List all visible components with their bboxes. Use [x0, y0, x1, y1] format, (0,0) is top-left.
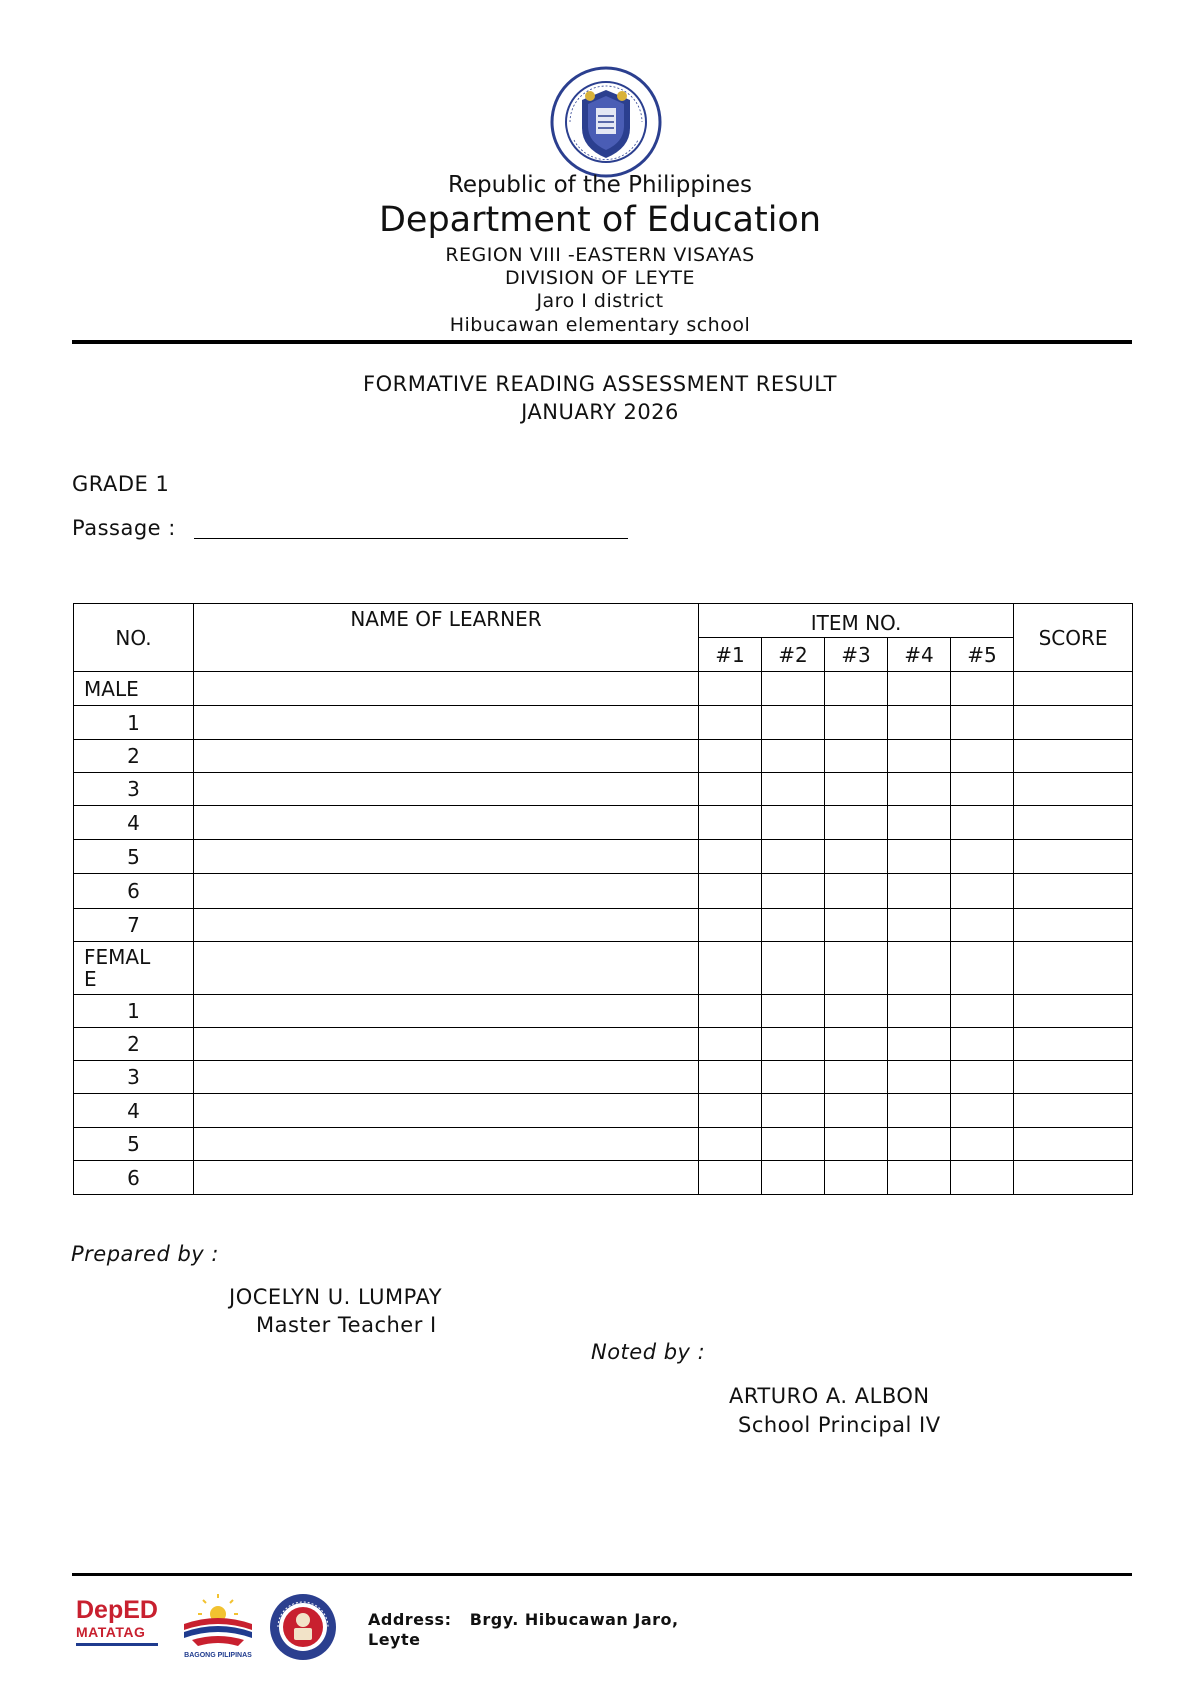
header-name-of-learner: NAME OF LEARNER [194, 604, 699, 672]
table-row [74, 1061, 1133, 1094]
prepared-by-label: Prepared by : [71, 1242, 219, 1266]
item-cell[interactable] [888, 942, 951, 995]
header-item-1: #1 [699, 638, 762, 672]
header-no: NO. [74, 604, 194, 672]
item-cell[interactable] [699, 1061, 762, 1094]
passage-blank[interactable] [194, 538, 628, 539]
item-cell[interactable] [699, 1094, 762, 1128]
score-cell[interactable] [1014, 995, 1133, 1028]
department-title: Department of Education [378, 200, 822, 240]
item-cell[interactable] [699, 773, 762, 806]
score-cell[interactable] [1014, 806, 1133, 840]
score-cell[interactable] [1014, 874, 1133, 909]
row-number: 3 [74, 1061, 194, 1094]
item-cell[interactable] [762, 773, 825, 806]
item-cell[interactable] [951, 1028, 1014, 1061]
item-cell[interactable] [762, 909, 825, 942]
deped-logo-text: DepED [76, 1596, 158, 1624]
item-cell[interactable] [825, 672, 888, 706]
logo-underline [76, 1643, 158, 1646]
table-row [74, 1028, 1133, 1061]
item-cell[interactable] [888, 773, 951, 806]
item-cell[interactable] [762, 840, 825, 874]
item-cell[interactable] [888, 806, 951, 840]
item-cell[interactable] [951, 740, 1014, 773]
deped-matatag-logo [76, 1597, 168, 1657]
item-cell[interactable] [825, 1128, 888, 1161]
score-cell[interactable] [1014, 840, 1133, 874]
female-label [74, 942, 194, 995]
item-cell[interactable] [888, 1128, 951, 1161]
name-cell[interactable] [194, 1161, 699, 1195]
row-number: 6 [74, 1161, 194, 1195]
header-item-4: #4 [888, 638, 951, 672]
item-cell[interactable] [762, 1094, 825, 1128]
header-divider [72, 340, 1132, 344]
item-cell[interactable] [888, 706, 951, 740]
item-cell[interactable] [888, 840, 951, 874]
division-line: DIVISION OF LEYTE [505, 267, 695, 289]
score-cell[interactable] [1014, 1094, 1133, 1128]
name-cell[interactable] [194, 1061, 699, 1094]
prepared-by-title: Master Teacher I [256, 1313, 437, 1337]
row-number: 5 [74, 1128, 194, 1161]
female-group-row [74, 942, 1133, 995]
address-block [368, 1610, 679, 1650]
item-cell[interactable] [825, 1028, 888, 1061]
header-item-3: #3 [825, 638, 888, 672]
item-cell[interactable] [825, 806, 888, 840]
noted-by-name: ARTURO A. ALBON [729, 1384, 930, 1408]
item-cell[interactable] [699, 1028, 762, 1061]
item-cell[interactable] [825, 909, 888, 942]
item-cell[interactable] [951, 840, 1014, 874]
row-number: 4 [74, 1094, 194, 1128]
item-cell[interactable] [888, 1061, 951, 1094]
item-cell[interactable] [888, 672, 951, 706]
item-cell[interactable] [825, 706, 888, 740]
item-cell[interactable] [951, 672, 1014, 706]
table-row [74, 1161, 1133, 1195]
table-row [74, 874, 1133, 909]
name-cell[interactable] [194, 942, 699, 995]
score-cell[interactable] [1014, 1128, 1133, 1161]
address-value: Brgy. Hibucawan Jaro, [469, 1610, 679, 1629]
score-cell[interactable] [1014, 1161, 1133, 1195]
address-line-1 [368, 1610, 679, 1630]
item-cell[interactable] [825, 740, 888, 773]
item-cell[interactable] [762, 1061, 825, 1094]
item-cell[interactable] [951, 706, 1014, 740]
item-cell[interactable] [699, 806, 762, 840]
item-cell[interactable] [699, 1128, 762, 1161]
table-row [74, 909, 1133, 942]
row-number: 1 [74, 995, 194, 1028]
item-cell[interactable] [951, 1161, 1014, 1195]
score-cell[interactable] [1014, 942, 1133, 995]
item-cell[interactable] [699, 740, 762, 773]
item-cell[interactable] [762, 806, 825, 840]
region-line: REGION VIII -EASTERN VISAYAS [445, 244, 755, 266]
name-cell[interactable] [194, 773, 699, 806]
header-item-no: ITEM NO. [699, 604, 1014, 638]
item-cell[interactable] [951, 1094, 1014, 1128]
item-cell[interactable] [762, 672, 825, 706]
female-label-line2: E [84, 967, 97, 991]
noted-by-label: Noted by : [591, 1340, 706, 1364]
prepared-by-name: JOCELYN U. LUMPAY [229, 1285, 443, 1309]
item-cell[interactable] [888, 740, 951, 773]
name-cell[interactable] [194, 672, 699, 706]
noted-by-title: School Principal IV [738, 1413, 941, 1437]
row-number: 2 [74, 740, 194, 773]
table-row [74, 1128, 1133, 1161]
item-cell[interactable] [951, 1128, 1014, 1161]
name-cell[interactable] [194, 995, 699, 1028]
address-label: Address: [368, 1610, 452, 1629]
item-cell[interactable] [825, 1094, 888, 1128]
score-cell[interactable] [1014, 909, 1133, 942]
item-cell[interactable] [951, 806, 1014, 840]
bagong-pilipinas-logo [178, 1594, 258, 1660]
name-cell[interactable] [194, 1128, 699, 1161]
item-cell[interactable] [825, 1161, 888, 1195]
table-row [74, 706, 1133, 740]
item-cell[interactable] [762, 706, 825, 740]
item-cell[interactable] [825, 995, 888, 1028]
document-title: FORMATIVE READING ASSESSMENT RESULT [363, 372, 837, 396]
row-number: 4 [74, 806, 194, 840]
male-label: MALE [74, 672, 194, 706]
header-item-2: #2 [762, 638, 825, 672]
table-row [74, 995, 1133, 1028]
item-cell[interactable] [888, 1028, 951, 1061]
deped-seal-icon [550, 66, 662, 178]
male-group-row [74, 672, 1133, 706]
table-row [74, 840, 1133, 874]
item-cell[interactable] [888, 1094, 951, 1128]
bagong-pilipinas-icon [178, 1594, 258, 1648]
bagong-pilipinas-text: BAGONG PILIPINAS [184, 1652, 252, 1659]
item-cell[interactable] [699, 874, 762, 909]
passage-label: Passage : [72, 516, 176, 540]
item-cell[interactable] [825, 840, 888, 874]
republic-line: Republic of the Philippines [447, 172, 753, 198]
item-cell[interactable] [951, 773, 1014, 806]
item-cell[interactable] [825, 1061, 888, 1094]
row-number: 6 [74, 874, 194, 909]
item-cell[interactable] [888, 909, 951, 942]
item-cell[interactable] [951, 1061, 1014, 1094]
name-cell[interactable] [194, 706, 699, 740]
item-cell[interactable] [762, 942, 825, 995]
row-number: 3 [74, 773, 194, 806]
item-cell[interactable] [699, 995, 762, 1028]
item-cell[interactable] [825, 874, 888, 909]
header-item-5: #5 [951, 638, 1014, 672]
item-cell[interactable] [699, 706, 762, 740]
name-cell[interactable] [194, 874, 699, 909]
item-cell[interactable] [762, 1028, 825, 1061]
item-cell[interactable] [699, 840, 762, 874]
row-number: 1 [74, 706, 194, 740]
name-cell[interactable] [194, 1028, 699, 1061]
row-number: 7 [74, 909, 194, 942]
item-cell[interactable] [888, 1161, 951, 1195]
footer-divider [72, 1573, 1132, 1576]
school-seal-icon [268, 1592, 338, 1662]
female-label-line1: FEMAL [84, 945, 151, 969]
item-cell[interactable] [825, 773, 888, 806]
item-cell[interactable] [699, 909, 762, 942]
item-cell[interactable] [762, 740, 825, 773]
item-cell[interactable] [762, 995, 825, 1028]
item-cell[interactable] [762, 874, 825, 909]
item-cell[interactable] [762, 1161, 825, 1195]
table-row [74, 1094, 1133, 1128]
district-line: Jaro I district [536, 290, 664, 312]
matatag-logo-text: MATATAG [76, 1624, 146, 1640]
score-cell[interactable] [1014, 1028, 1133, 1061]
item-cell[interactable] [888, 995, 951, 1028]
name-cell[interactable] [194, 806, 699, 840]
assessment-table [73, 603, 1133, 1195]
score-cell[interactable] [1014, 1061, 1133, 1094]
item-cell[interactable] [951, 874, 1014, 909]
table-row [74, 740, 1133, 773]
document-date: JANUARY 2026 [521, 400, 679, 424]
name-cell[interactable] [194, 1094, 699, 1128]
header-score: SCORE [1014, 604, 1133, 672]
item-cell[interactable] [951, 909, 1014, 942]
item-cell[interactable] [699, 942, 762, 995]
item-cell[interactable] [825, 942, 888, 995]
item-cell[interactable] [951, 995, 1014, 1028]
item-cell[interactable] [699, 1161, 762, 1195]
table-row [74, 806, 1133, 840]
score-cell[interactable] [1014, 672, 1133, 706]
score-cell[interactable] [1014, 773, 1133, 806]
item-cell[interactable] [888, 874, 951, 909]
item-cell[interactable] [762, 1128, 825, 1161]
name-cell[interactable] [194, 909, 699, 942]
address-line-2: Leyte [368, 1630, 421, 1649]
item-cell[interactable] [951, 942, 1014, 995]
name-cell[interactable] [194, 740, 699, 773]
row-number: 5 [74, 840, 194, 874]
name-cell[interactable] [194, 840, 699, 874]
row-number: 2 [74, 1028, 194, 1061]
score-cell[interactable] [1014, 706, 1133, 740]
table-row [74, 773, 1133, 806]
item-cell[interactable] [699, 672, 762, 706]
grade-label: GRADE 1 [72, 472, 170, 496]
score-cell[interactable] [1014, 740, 1133, 773]
school-line: Hibucawan elementary school [449, 314, 751, 336]
